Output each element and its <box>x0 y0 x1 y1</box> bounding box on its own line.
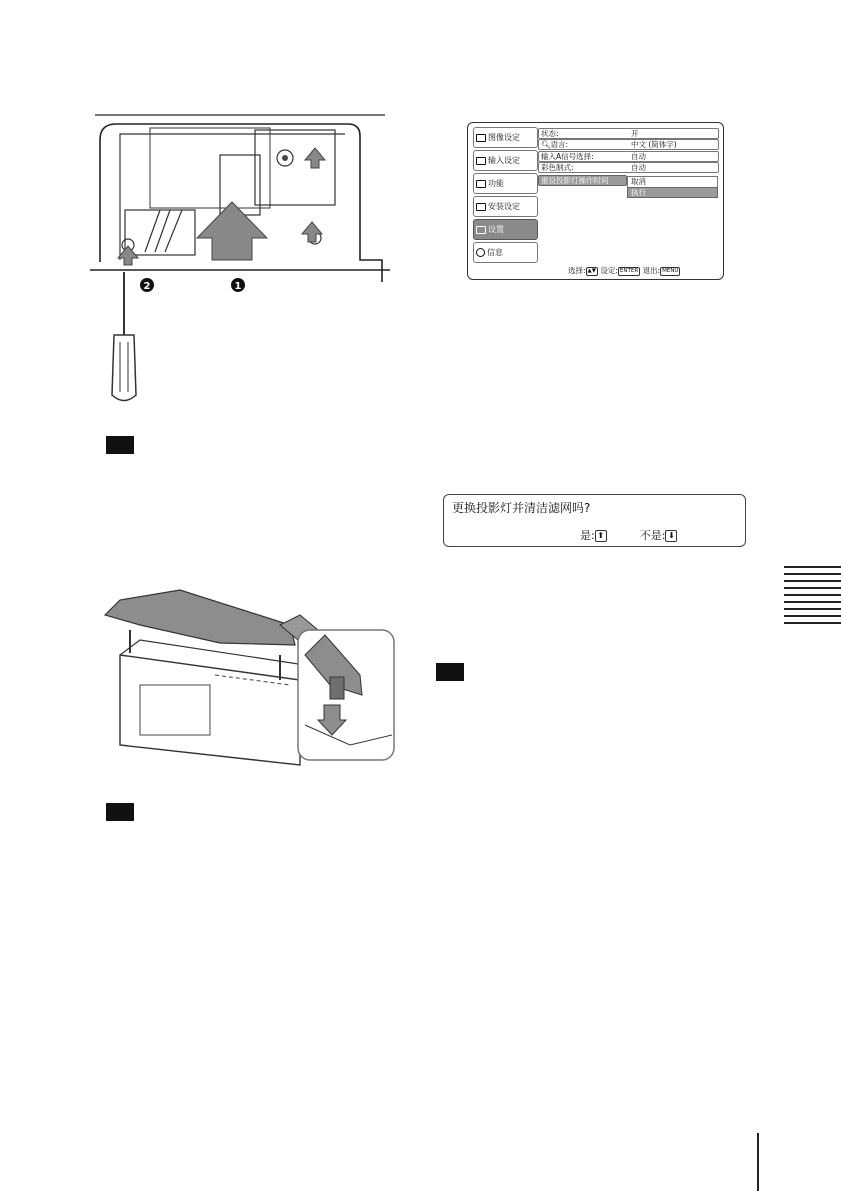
note-tab-2 <box>106 803 134 821</box>
lamp-removal-illustration <box>90 110 390 410</box>
down-arrow-key-icon: ⬇ <box>665 530 677 542</box>
menu-row-lamp-timer-reset[interactable]: 重设投影灯操作时间 <box>538 175 627 186</box>
info-icon <box>476 248 485 257</box>
dialog-question: 更换投影灯并清洁滤网吗? <box>452 501 591 515</box>
function-icon <box>476 180 486 188</box>
sidebar-item-label: 图像设定 <box>488 133 520 142</box>
picture-icon <box>476 134 486 142</box>
sidebar-item-label: 信息 <box>487 248 503 257</box>
sidebar-item-setup[interactable] <box>473 219 538 240</box>
dialog-options <box>580 527 677 543</box>
up-down-keys-icon: ▲▼ <box>587 267 596 274</box>
sidebar-item-installation[interactable] <box>473 196 538 217</box>
up-arrow-key-icon: ⬆ <box>595 530 607 542</box>
osd-footer: 选择: ▲▼ 设定: ENTER 退出: MENU <box>568 266 679 275</box>
sidebar-item-label: 输入设定 <box>488 156 520 165</box>
filter-cover-illustration <box>100 585 400 770</box>
dropdown-option-execute[interactable]: 执行 <box>627 187 718 198</box>
osd-setup-menu <box>467 122 724 280</box>
osd-sidebar <box>473 127 538 263</box>
sidebar-item-label: 设置 <box>488 225 504 234</box>
page-number-rule <box>757 1133 759 1191</box>
callout-2: 2 <box>143 281 151 292</box>
menu-row-input-a-signal[interactable]: 输入A信号选择: 自动 <box>538 151 719 162</box>
lamp-replace-confirm-dialog <box>443 494 746 547</box>
menu-row-color-system[interactable]: 彩色制式: 自动 <box>538 162 719 173</box>
language-icon: 🔍︎ <box>541 140 551 149</box>
up-arrow-large <box>197 202 267 260</box>
setup-toolbox-icon <box>476 226 486 234</box>
menu-row-language[interactable]: 🔍︎语言: 中文 (简体字) <box>538 139 719 150</box>
sidebar-item-input[interactable] <box>473 150 538 171</box>
menu-row-status[interactable]: 状态: 开 <box>538 128 719 139</box>
sidebar-item-function[interactable] <box>473 173 538 194</box>
input-icon <box>476 157 486 165</box>
yes-option[interactable]: 是: ⬆ <box>580 529 607 542</box>
sidebar-item-picture[interactable] <box>473 127 538 148</box>
dropdown-option-cancel[interactable]: 取消 <box>627 176 718 187</box>
note-tab-3 <box>436 663 464 681</box>
no-option[interactable]: 不是: ⬇ <box>640 529 678 542</box>
sidebar-item-info[interactable] <box>473 242 538 263</box>
note-tab-1 <box>106 436 134 454</box>
sidebar-item-label: 安装设定 <box>488 202 520 211</box>
sidebar-item-label: 功能 <box>488 179 504 188</box>
callout-1: 1 <box>234 281 242 292</box>
installation-icon <box>476 203 486 211</box>
